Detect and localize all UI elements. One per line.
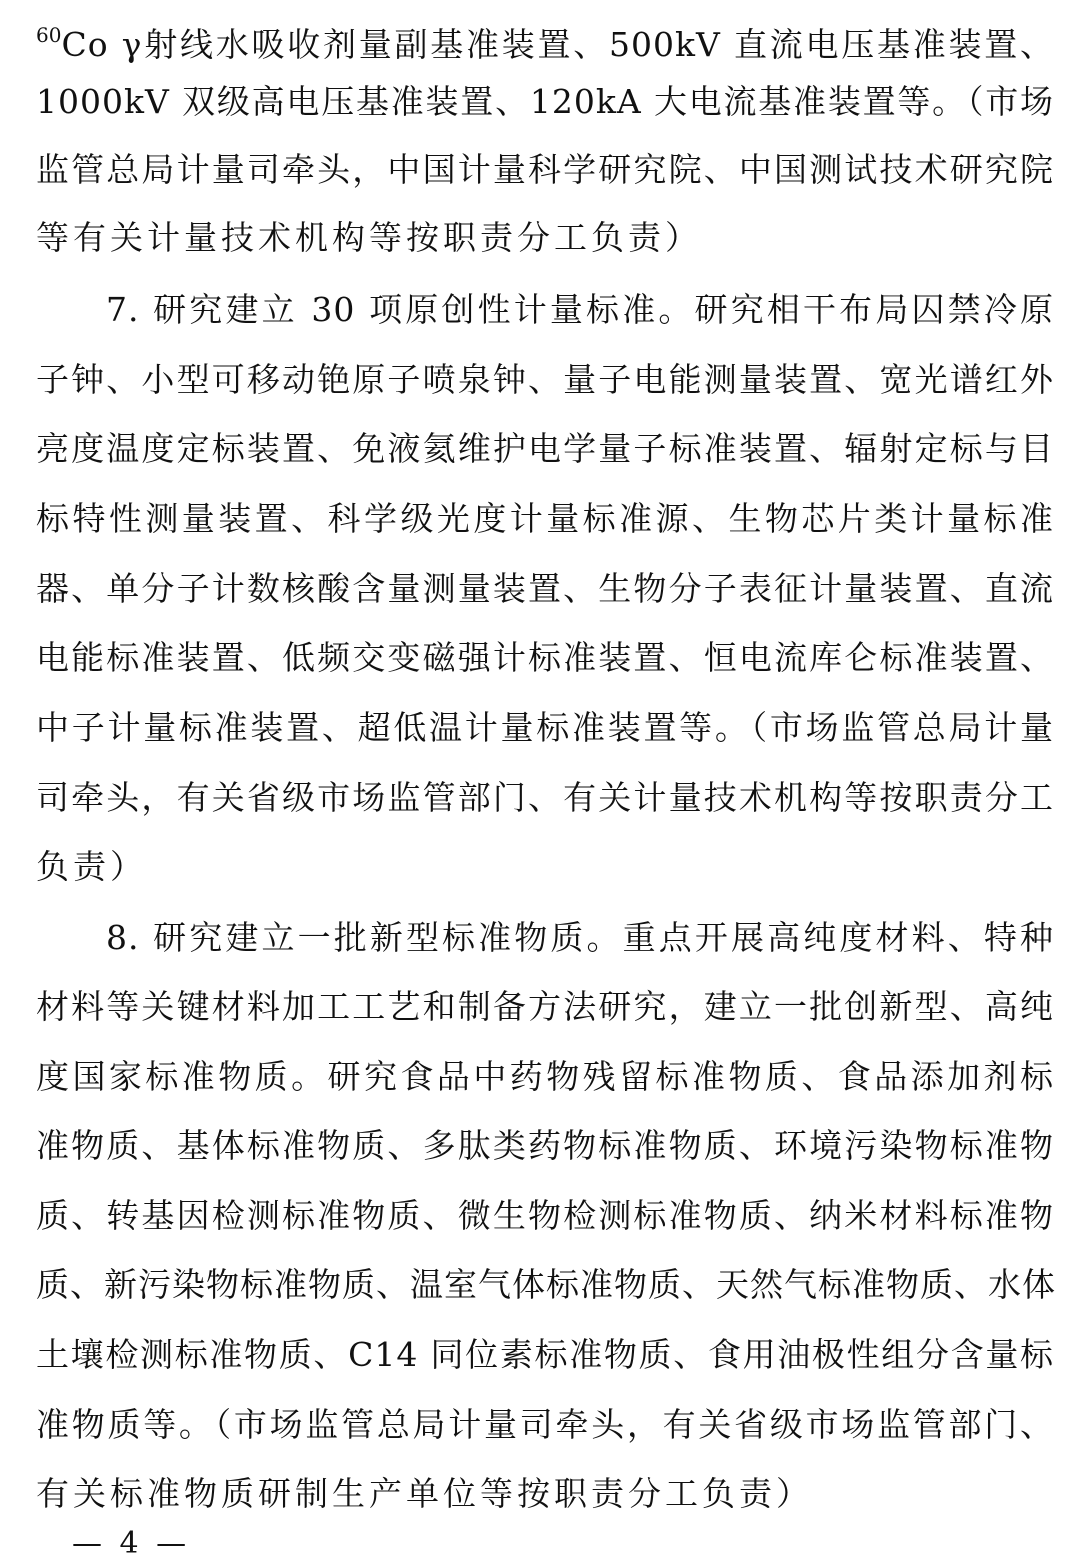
isotope-superscript: 60 [36,23,62,47]
text-line: 土壤检测标准物质、C14 同位素标准物质、食用油极性组分含量标 [36,1335,1054,1374]
text-line: 度国家标准物质。研究食品中药物残留标准物质、食品添加剂标 [36,1057,1054,1096]
text-line: 监管总局计量司牵头，中国计量科学研究院、中国测试技术研究院 [36,150,1054,189]
paragraph-8-heading: 8. 研究建立一批新型标准物质。重点开展高纯度材料、特种 [106,918,1054,957]
text-line: 器、单分子计数核酸含量测量装置、生物分子表征计量装置、直流 [36,569,1054,608]
text-line: 亮度温度定标装置、免液氦维护电学量子标准装置、辐射定标与目 [36,429,1054,468]
text-line: 子钟、小型可移动铯原子喷泉钟、量子电能测量装置、宽光谱红外 [36,360,1054,399]
text-line: 质、新污染物标准物质、温室气体标准物质、天然气标准物质、水体 [36,1265,1056,1304]
text-line: 准物质、基体标准物质、多肽类药物标准物质、环境污染物标准物 [36,1126,1054,1165]
text-line: 负责） [36,847,147,886]
text-line: 准物质等。（市场监管总局计量司牵头，有关省级市场监管部门、 [36,1405,1054,1444]
paragraph-7-heading: 7. 研究建立 30 项原创性计量标准。研究相干布局囚禁冷原 [106,290,1054,329]
text-line: 司牵头，有关省级市场监管部门、有关计量技术机构等按职责分工 [36,778,1054,817]
text-line: 中子计量标准装置、超低温计量标准装置等。（市场监管总局计量 [36,708,1054,747]
text-line: $^{60}$Co γ射线水吸收剂量副基准装置、500kV 直流电压基准装置、 [36,23,1054,64]
text-line: 有关标准物质研制生产单位等按职责分工负责） [36,1474,813,1513]
text-line: 电能标准装置、低频交变磁强计标准装置、恒电流库仑标准装置、 [36,638,1054,677]
page-number: — 4 — [72,1526,191,1561]
text-line: 标特性测量装置、科学级光度计量标准源、生物芯片类计量标准 [36,499,1054,538]
text-line: 1000kV 双级高电压基准装置、120kA 大电流基准装置等。（市场 [36,82,1054,121]
text-line: 等有关计量技术机构等按职责分工负责） [36,218,702,257]
text-line: 质、转基因检测标准物质、微生物检测标准物质、纳米材料标准物 [36,1196,1054,1235]
text-line: 材料等关键材料加工工艺和制备方法研究，建立一批创新型、高纯 [36,987,1054,1026]
